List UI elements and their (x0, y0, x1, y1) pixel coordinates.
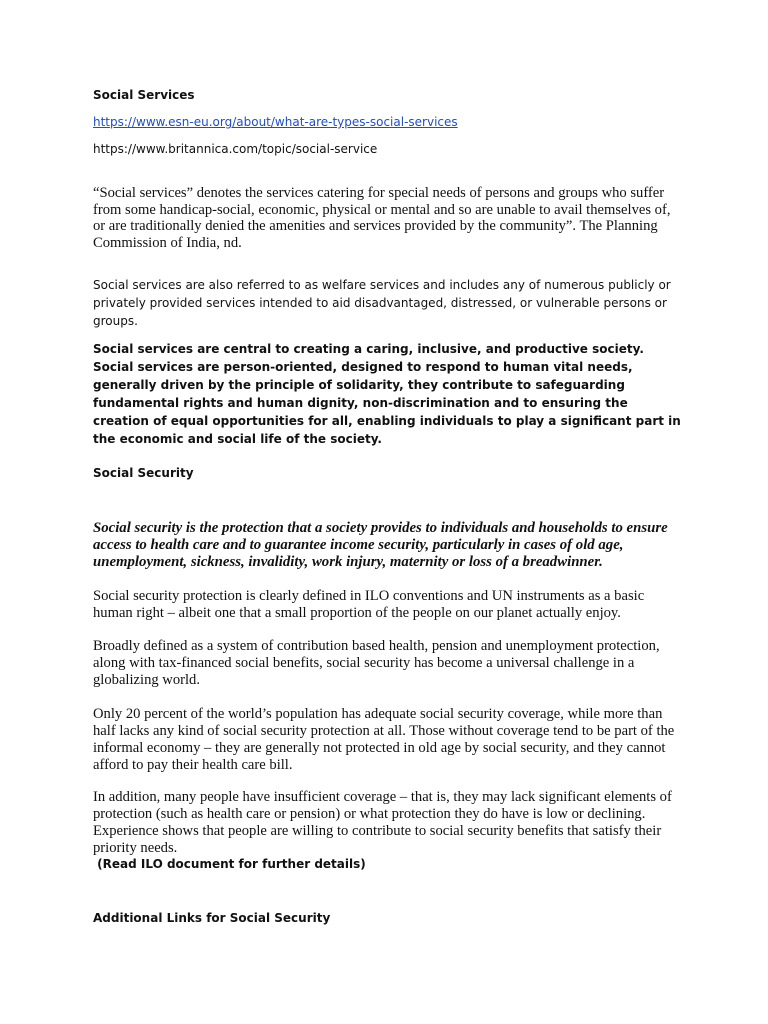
social-services-central-paragraph: Social services are central to creating a caring, inclusive, and productive society. Social services are person-oriented, designed to respond to human vital needs, generally driven by the principle of solidarity, they contribute to safeguarding fundamental rights and human dignity, non-discrimination and to ensuring the creation of equal opportunities for all, enabling individuals to play a significant part in the economic and social life of the society. (93, 342, 681, 446)
social-services-heading: Social Services (93, 88, 195, 102)
britannica-link-text: https://www.britannica.com/topic/social-service (93, 142, 378, 156)
coverage-paragraph: Only 20 percent of the world’s population has adequate social security coverage, while more than half lacks any kind of social security protection at all. Those without coverage tend to be part of the informal economy – they are generally not protected in old age by social security, and they cannot afford to pay their health care bill. (93, 706, 675, 773)
esn-link[interactable]: https://www.esn-eu.org/about/what-are-types-social-services (93, 115, 458, 129)
additional-links-heading: Additional Links for Social Security (93, 911, 331, 925)
ilo-document-note: (Read ILO document for further details) (93, 857, 366, 871)
planning-commission-quote: “Social services” denotes the services catering for special needs of persons and groups who suffer from some handicap-social, economic, physical or mental and so are unable to avail themselves of, or are traditionally denied the amenities and services provided by the community”. The Planning Commission of India, nd. (93, 185, 671, 251)
ilo-conventions-paragraph: Social security protection is clearly defined in ILO conventions and UN instruments as a basic human right – albeit one that a small proportion of the people on our planet actually enjoy. (93, 588, 645, 621)
broadly-defined-paragraph: Broadly defined as a system of contribution based health, pension and unemployment protection, along with tax-financed social benefits, social security has become a universal challenge in a globalizing world. (93, 638, 660, 688)
welfare-services-paragraph: Social services are also referred to as welfare services and includes any of numerous publicly or privately provided services intended to aid disadvantaged, distressed, or vulnerable persons or groups. (93, 278, 671, 328)
social-security-definition: Social security is the protection that a society provides to individuals and households to ensure access to health care and to guarantee income security, particularly in cases of old age, unemployment, sickness, invalidity, work injury, maternity or loss of a breadwinner. (93, 520, 668, 570)
insufficient-coverage-paragraph: In addition, many people have insufficient coverage – that is, they may lack significant elements of protection (such as health care or pension) or what protection they do have is low or declining. Experience shows that people are willing to contribute to social security benefits that satisfy their priority needs. (93, 789, 672, 856)
social-security-heading: Social Security (93, 466, 194, 480)
